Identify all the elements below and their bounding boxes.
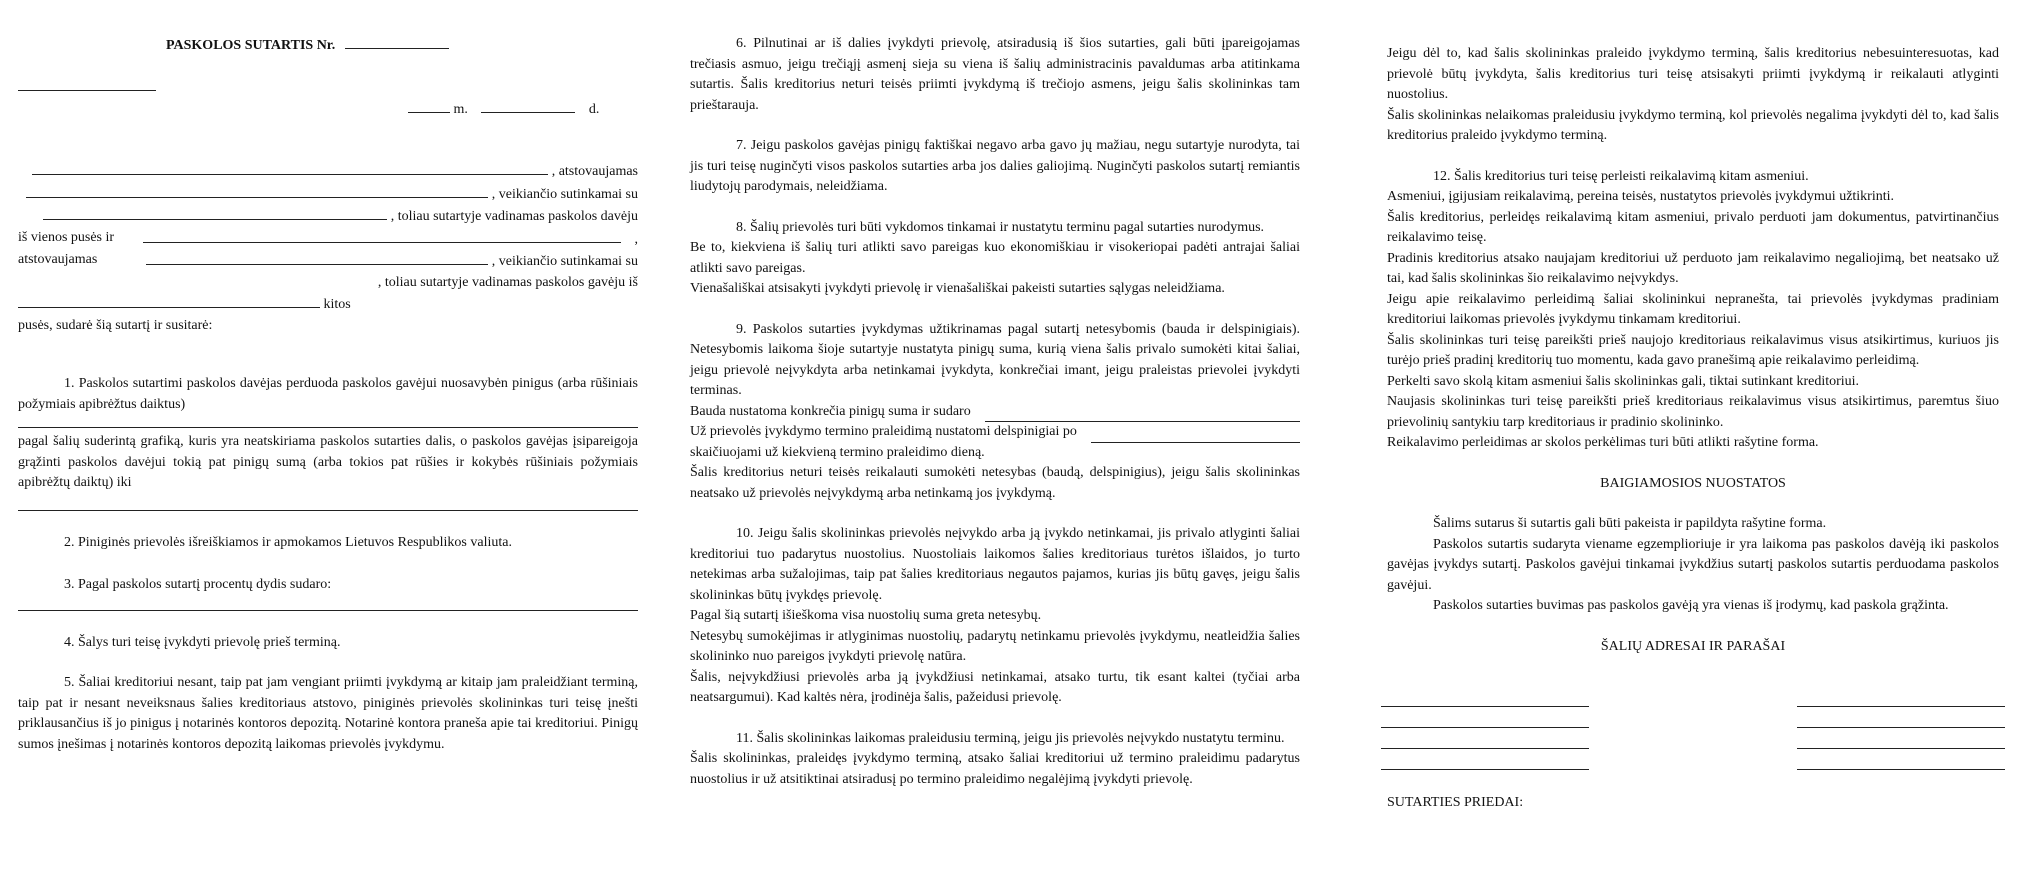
clause-10c: Netesybų sumokėjimas ir atlyginimas nuostolių, padarytų netinkamu prievolės įvykdymu, neatleidžia šalies skolininko nuo pareigos įvykdyti prievolę natūra. — [690, 628, 1300, 664]
signature-line[interactable] — [1797, 727, 2005, 728]
interest-rate-blank[interactable] — [18, 610, 638, 611]
party-line: , veikiančio sutinkamai su — [491, 254, 638, 269]
clause-10d: Šalis, neįvykdžiusi prievolės arba ją įvykdžiusi netinkamai, atsako turtu, tik esant kaltei (tyčiai arba neatsargumui). Kad kaltės nėra, įrodinėja šalis, pažeidusi prievolę. — [690, 669, 1300, 705]
clause-9d: skaičiuojami už kiekvieną termino praleidimo dieną. — [690, 444, 985, 460]
clause-12h: Naujasis skolininkas turi teisę pareikšti prieš kreditoriaus reikalavimus visus atsikirtimus, paremtus šiuo prievolinių santykiu tarp kreditoriaus ir pradinio skolininko. — [1387, 394, 1999, 430]
annexes-label: SUTARTIES PRIEDAI: — [1387, 795, 1524, 810]
clause-1a: 1. Paskolos sutartimi paskolos davėjas perduoda paskolos gavėjui nuosavybėn pinigus (arba rūšiniais požymiais apibrėžtus daiktus) — [18, 376, 638, 412]
signature-line[interactable] — [1797, 748, 2005, 749]
month-blank[interactable] — [481, 98, 575, 113]
signature-line[interactable] — [1381, 748, 1589, 749]
due-date-blank[interactable] — [18, 510, 638, 511]
party-line: pusės, sudarė šią sutartį ir susitarė: — [18, 317, 213, 333]
day-suffix: d. — [588, 102, 600, 117]
signature-line[interactable] — [1797, 769, 2005, 770]
clause-1b: pagal šalių suderintą grafiką, kuris yra neatskiriama paskolos sutarties dalis, o paskolos gavėjas įsipareigoja grąžinti paskolos davėjui tokią pat pinigų sumą (arba tokios pat rūšies ir kokybės rūšiniais požymiais apibrėžtų daiktų) iki — [18, 434, 638, 490]
clauses-6-11 — [690, 34, 1300, 790]
contract-title: PASKOLOS SUTARTIS Nr. — [166, 38, 336, 53]
loan-object-blank[interactable] — [18, 427, 638, 428]
clause-8a: 8. Šalių prievolės turi būti vykdomos tinkamai ir nustatytu terminu pagal sutarties nurodymus. — [736, 219, 1265, 235]
party-line: , atstovaujamas — [551, 164, 638, 179]
clause-12g: Perkelti savo skolą kitam asmeniui šalis skolininkas gali, tiktai sutinkant kreditoriui. — [1387, 373, 1860, 389]
clause-7: 7. Jeigu paskolos gavėjas pinigų faktiškai negavo arba gavo jų mažiau, negu sutartyje nurodyta, tai jis turi teisę nuginčyti visos paskolos sutarties arba jos dalies galiojimą. Nuginčyti paskolos sutartį remiantis liudytojų parodymais, neleidžiama. — [690, 138, 1300, 194]
addresses-heading: ŠALIŲ ADRESAI IR PARAŠAI — [1600, 638, 1786, 654]
clause-8c: Vienašališkai atsisakyti įvykdyti prievolę ir vienašališkai pakeisti sutarties sąlygas neleidžiama. — [690, 281, 1225, 296]
clause-12i: Reikalavimo perleidimas ar skolos perkėlimas turi būti atlikti rašytine forma. — [1387, 435, 1819, 450]
clauses-1-5 — [18, 374, 638, 755]
year-blank[interactable] — [408, 98, 450, 113]
clause-9b: Bauda nustatoma konkrečia pinigų suma ir sudaro — [690, 403, 971, 419]
clause-4: 4. Šalys turi teisę įvykdyti prievolę prieš terminą. — [64, 634, 341, 650]
contract-number-blank[interactable] — [345, 34, 449, 49]
clause-12a: 12. Šalis kreditorius turi teisę perleisti reikalavimą kitam asmeniui. — [1433, 168, 1809, 184]
parties-block — [18, 160, 638, 336]
borrower-rep-blank[interactable] — [146, 250, 488, 265]
clause-10a: 10. Jeigu šalis skolininkas prievolės neįvykdo arba ją įvykdo netinkamai, jis privalo atlyginti šaliai kreditoriui tuo padarytus nuostolius. Nuostoliais laikomos šalies kreditoriaus turėtos išlaidos, jo turto netekimas arba sužalojimas, taip pat šalies kreditoriaus negautos pajamos, kurias jis būtų gavęs, jeigu šalis skolininkas būtų įvykdęs prievolę. — [690, 526, 1300, 603]
borrower-name-blank[interactable] — [143, 228, 621, 243]
clause-8b: Be to, kiekviena iš šalių turi atlikti savo pareigas kuo ekonomiškiau ir visokeriopai padėti antrajai šaliai atlikti savo pareigas. — [690, 240, 1300, 276]
party-line: kitos — [323, 297, 351, 312]
clause-11b: Šalis skolininkas, praleidęs įvykdymo terminą, atsako šaliai kreditoriui už termino praleidimu padarytus nuostolius ir už atsitiktinai atsiradusį po termino praleidimo negalėjimą įvykdyti prievolę. — [690, 751, 1300, 787]
penalty-rate-blank[interactable] — [1091, 428, 1300, 443]
clause-12f: Šalis skolininkas turi teisę pareikšti prieš naujojo kreditoriaus reikalavimus visus atsikirtimus, kuriuos jis turėjo prieš pradinį kreditorių tuo momentu, kada gavo pranešimą apie reikalavimo perleidimą. — [1387, 332, 1999, 368]
party-line: , toliau sutartyje vadinamas paskolos davėju — [390, 209, 638, 224]
party-line: atstovaujamas — [18, 252, 98, 267]
clause-11c: Jeigu dėl to, kad šalis skolininkas praleido įvykdymo terminą, šalis kreditorius nebesuinteresuotas, kad prievolė būtų įvykdyta, šalis kreditorius turi teisę atsisakyti priimti įvykdymą ir reikalauti atlyginti nuostolius. — [1387, 46, 1999, 102]
final-provision-1: Šalims sutarus ši sutartis gali būti pakeista ir papildyta rašytine forma. — [1433, 516, 1827, 531]
lender-rep-blank[interactable] — [26, 183, 488, 198]
party-line: , veikiančio sutinkamai su — [491, 186, 638, 202]
clause-11a: 11. Šalis skolininkas laikomas praleidusiu terminą, jeigu jis prievolės neįvykdo nustatytu terminu. — [736, 730, 1285, 746]
clause-6: 6. Pilnutinai ar iš dalies įvykdyti prievolę, atsiradusią iš šios sutarties, gali būti įpareigojamas trečiasis asmuo, jeigu trečiąjį asmenį sieja su viena iš šalių administracinis pavaldumas arba atitinkama sutartis. Šalis kreditorius neturi teisės priimti įvykdymą iš trečiojo asmens, jeigu šalis skolininkas tam prieštarauja. — [690, 36, 1300, 113]
clause-9c: Už prievolės įvykdymo termino praleidimą nustatomi delspinigiai po — [690, 424, 1077, 439]
clause-9e: Šalis kreditorius neturi teisės reikalauti sumokėti netesybas (baudą, delspinigius), jeigu šalis skolininkas neatsako už prievolės neįvykdymą arba netinkamą jos įvykdymą. — [690, 465, 1300, 501]
final-provision-2: Paskolos sutartis sudaryta viename egzemplioriuje ir yra laikoma pas paskolos davėją iki paskolos gavėjas įvykdys sutartį. Paskolos gavėjui tinkamai įvykdžius sutartį paskolos sutartis perduodama paskolos gavėjui. — [1387, 536, 1999, 593]
clause-3: 3. Pagal paskolos sutartį procentų dydis sudaro: — [64, 577, 332, 592]
year-suffix: m. — [453, 102, 468, 117]
lender-basis-blank[interactable] — [43, 205, 387, 220]
signature-line[interactable] — [1797, 706, 2005, 707]
date-row — [408, 98, 599, 121]
final-provision-3: Paskolos sutarties buvimas pas paskolos gavėją yra vienas iš įrodymų, kad paskola grąžinta. — [1433, 598, 1949, 613]
final-provisions-heading: BAIGIAMOSIOS NUOSTATOS — [1600, 475, 1786, 491]
borrower-basis-blank[interactable] — [18, 293, 320, 308]
clause-12e: Jeigu apie reikalavimo perleidimą šaliai skolininkui nepranešta, tai prievolės įvykdymas pradiniam kreditoriui laikomas prievolės įvykdymu tinkamam kreditoriui. — [1387, 291, 1999, 327]
clause-5: 5. Šaliai kreditoriui nesant, taip pat jam vengiant priimti įvykdymą ar kitaip jam praleidžiant terminą, taip pat ir nesant neveiksnaus šalies kreditoriaus atstovo, piniginės prievolės skolininkas turi teisę įnešti priklausančius iš jo pinigus į notarinės kontoros depozitą. Notarinė kontora praneša apie tai kreditoriui. Pinigų sumos įnešimas į notarinės kontoros depozitą laikomas prievolės įvykdymu. — [18, 675, 638, 752]
clauses-11-12 — [1387, 44, 1999, 657]
party-line: iš vienos pusės ir — [18, 229, 115, 245]
clause-11d: Šalis skolininkas nelaikomas praleidusiu įvykdymo terminą, kol prievolės negalima įvykdyti dėl to, kad šalis kreditorius praleido įvykdymo terminą. — [1387, 107, 1999, 143]
clause-12b: Asmeniui, įgijusiam reikalavimą, pereina teisės, nustatytos prievolės įvykdymui užtikrinti. — [1387, 189, 1895, 204]
clause-12d: Pradinis kreditorius atsako naujajam kreditoriui už perduoto jam reikalavimo negaliojimą, bet neatsako už tai, kad šalis skolininkas šio reikalavimo neįvykdys. — [1387, 250, 1999, 286]
clause-12c: Šalis kreditorius, perleidęs reikalavimą kitam asmeniui, privalo perduoti jam dokumentus, patvirtinančius reikalavimo teisę. — [1387, 209, 1999, 245]
fine-amount-blank[interactable] — [985, 407, 1300, 422]
signature-line[interactable] — [1381, 769, 1589, 770]
party-line: , toliau sutartyje vadinamas paskolos gavėju iš — [377, 274, 638, 290]
signature-line[interactable] — [1381, 727, 1589, 728]
contract-title-row — [166, 34, 449, 57]
place-blank[interactable] — [18, 76, 156, 91]
lender-name-blank[interactable] — [32, 160, 548, 175]
clause-9a: 9. Paskolos sutarties įvykdymas užtikrinamas pagal sutartį netesybomis (bauda ir delspinigiais). Netesybomis laikoma šioje sutartyje nustatyta pinigų suma, kurią viena šalis privalo sumokėti kitai šaliai, jeigu prievolė neįvykdyta arba netinkamai įvykdyta, konkrečiai imant, jeigu praleistas prievolei įvykdyti terminas. — [690, 321, 1300, 398]
party-line: , — [634, 231, 638, 247]
clause-2: 2. Piniginės prievolės išreiškiamos ir apmokamos Lietuvos Respublikos valiuta. — [64, 534, 512, 550]
signature-line[interactable] — [1381, 706, 1589, 707]
clause-10b: Pagal šią sutartį išieškoma visa nuostolių suma greta netesybų. — [690, 608, 1042, 623]
